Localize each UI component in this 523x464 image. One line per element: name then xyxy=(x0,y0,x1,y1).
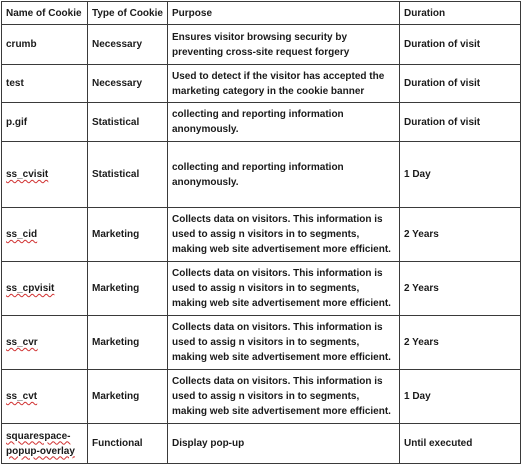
cookie-name: ss_cvisit xyxy=(2,142,88,208)
cookie-duration: 1 Day xyxy=(400,142,521,208)
table-row xyxy=(2,262,521,316)
table-row xyxy=(2,316,521,370)
cookie-duration: 2 Years xyxy=(400,316,521,370)
table-row xyxy=(2,25,521,65)
cookie-type: Marketing xyxy=(88,208,168,262)
table-row xyxy=(2,103,521,142)
cookie-duration: 2 Years xyxy=(400,262,521,316)
cookie-type: Necessary xyxy=(88,25,168,65)
header-duration: Duration xyxy=(400,2,521,25)
cookie-type: Functional xyxy=(88,424,168,464)
cookie-type: Marketing xyxy=(88,316,168,370)
cookie-name: crumb xyxy=(2,25,88,65)
table-row xyxy=(2,208,521,262)
cookie-duration: Until executed xyxy=(400,424,521,464)
cookie-type: Marketing xyxy=(88,370,168,424)
cookie-type: Statistical xyxy=(88,103,168,142)
cookie-name: ss_cid xyxy=(2,208,88,262)
cookie-purpose: Collects data on visitors. This information is used to assig n visitors in to segments, making web site advertisement more efficient. xyxy=(168,316,400,370)
cookie-purpose: collecting and reporting information anonymously. xyxy=(168,103,400,142)
cookie-duration: Duration of visit xyxy=(400,103,521,142)
cookie-purpose: Collects data on visitors. This information is used to assig n visitors in to segments, making web site advertisement more efficient. xyxy=(168,208,400,262)
cookie-type: Statistical xyxy=(88,142,168,208)
cookie-duration: Duration of visit xyxy=(400,25,521,65)
cookie-name: p.gif xyxy=(2,103,88,142)
cookie-purpose: Ensures visitor browsing security by preventing cross-site request forgery xyxy=(168,25,400,65)
cookie-purpose: collecting and reporting information anonymously. xyxy=(168,142,400,208)
cookie-purpose: Used to detect if the visitor has accepted the marketing category in the cookie banner xyxy=(168,65,400,103)
cookie-duration: 1 Day xyxy=(400,370,521,424)
cookie-type: Marketing xyxy=(88,262,168,316)
cookie-duration: 2 Years xyxy=(400,208,521,262)
header-name: Name of Cookie xyxy=(2,2,88,25)
cookie-name: squarespace-popup-overlay xyxy=(2,424,88,464)
cookie-name: test xyxy=(2,65,88,103)
table-row xyxy=(2,142,521,208)
cookie-table xyxy=(1,1,521,464)
table-row xyxy=(2,424,521,464)
header-type: Type of Cookie xyxy=(88,2,168,25)
table-row xyxy=(2,370,521,424)
cookie-name: ss_cvt xyxy=(2,370,88,424)
cookie-purpose: Display pop-up xyxy=(168,424,400,464)
header-purpose: Purpose xyxy=(168,2,400,25)
cookie-type: Necessary xyxy=(88,65,168,103)
cookie-duration: Duration of visit xyxy=(400,65,521,103)
table-row xyxy=(2,65,521,103)
cookie-name: ss_cpvisit xyxy=(2,262,88,316)
cookie-purpose: Collects data on visitors. This information is used to assig n visitors in to segments, making web site advertisement more efficient. xyxy=(168,262,400,316)
table-header-row xyxy=(2,2,521,25)
cookie-name: ss_cvr xyxy=(2,316,88,370)
cookie-purpose: Collects data on visitors. This information is used to assig n visitors in to segments, making web site advertisement more efficient. xyxy=(168,370,400,424)
